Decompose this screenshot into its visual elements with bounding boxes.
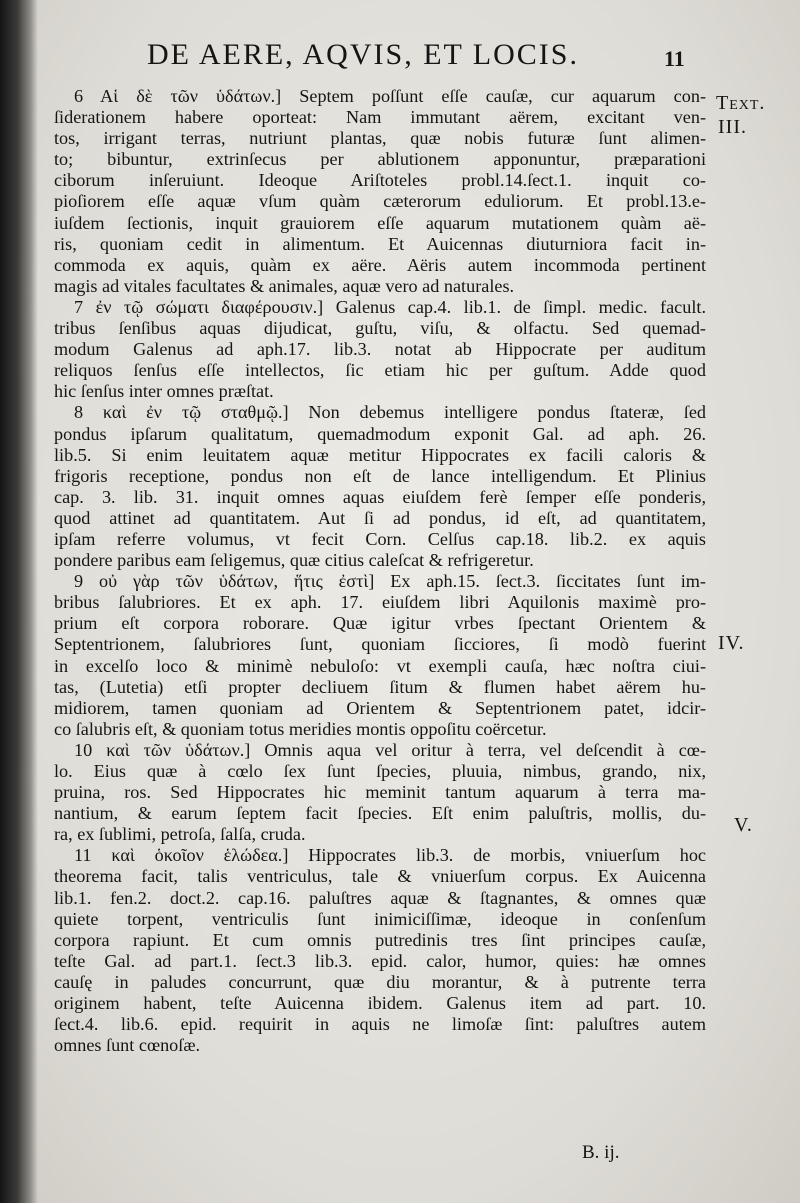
text-line: Septentrionem, ſalubriores ſunt, quoniam ſicciores, ſi modò fuerint <box>54 634 706 655</box>
text-line: to; bibuntur, extrinſecus per ablutionem apponuntur, præparationi <box>54 149 706 170</box>
text-line: omnes ſunt cœnoſæ. <box>54 1035 200 1056</box>
text-line: ſiderationem habere oporteat: Nam immutant aërem, excitant ven- <box>54 107 706 128</box>
text-line: lib.5. Si enim leuitatem aquæ metitur Hippocrates ex facili caloris & <box>54 444 706 465</box>
text-line: ciborum inſeruiunt. Ideoque Ariſtoteles probl.14.ſect.1. inquit co- <box>54 170 706 191</box>
text-line: quod attinet ad quantitatem. Aut ſi ad pondus, id eſt, ad quantitatem, <box>54 507 706 528</box>
text-line: prium eſt corpora roborare. Quæ igitur vrbes ſpectant Orientem & <box>54 613 706 634</box>
text-line: corpora rapiunt. Et cum omnis putredinis tres ſint principes cauſæ, <box>54 929 706 950</box>
text-line: magis ad vitales facultates & animales, aquæ vero ad naturales. <box>54 275 515 296</box>
text-line: tas, (Lutetia) etſi propter decliuem ſitum & flumen habet aërem hu- <box>54 676 706 697</box>
text-line: frigoris receptione, pondus non eſt de lance intelligendum. Et Plinius <box>54 465 706 486</box>
margin-numeral-5: V. <box>734 814 753 836</box>
text-line: 10 καὶ τῶν ὑδάτων.] Omnis aqua vel oritur à terra, vel deſcendit à cœ- <box>74 739 706 760</box>
text-line: pruina, ros. Sed Hippocrates hic meminit tantum aquarum à terra ma- <box>54 782 706 803</box>
text-line: modum Galenus ad aph.17. lib.3. notat ab Hippocrate per auditum <box>54 339 706 360</box>
text-line: tribus ſenſibus aquas dijudicat, guſtu, viſu, & olfactu. Sed quemad- <box>54 318 706 339</box>
book-spine-shadow <box>0 0 38 1203</box>
folio-number: 11 <box>664 46 685 71</box>
main-text-block <box>54 86 706 1056</box>
text-line: ra, ex ſublimi, petroſa, ſalſa, cruda. <box>54 824 306 845</box>
text-line: quiete torpent, ventriculis ſunt inimiciſſimæ, ideoque in conſenſum <box>54 908 706 929</box>
margin-numeral-4: IV. <box>718 632 745 654</box>
text-line: co ſalubris eſt, & quoniam totus meridies montis oppoſitu coërcetur. <box>54 718 547 739</box>
running-title: DE AERE, AQVIS, ET LOCIS. <box>147 38 579 71</box>
text-line: pondus ipſarum qualitatum, quemadmodum exponit Gal. ad aph. 26. <box>54 423 706 444</box>
text-line: bribus ſalubriores. Et ex aph. 17. eiuſdem libri Aquilonis maximè pro- <box>54 592 706 613</box>
text-line: in excelſo loco & minimè nebuloſo: vt exempli cauſa, hæc noſtra ciui- <box>54 655 706 676</box>
text-line: iuſdem ſectionis, inquit grauiorem eſſe aquarum mutationem quàm aë- <box>54 212 706 233</box>
text-line: 11 καὶ ὁκοῖον ἑλώδεα.] Hippocrates lib.3. de morbis, vniuerſum hoc <box>74 845 706 866</box>
text-line: 7 ἐν τῷ σώματι διαφέρουσιν.] Galenus cap.4. lib.1. de ſimpl. medic. facult. <box>74 296 706 317</box>
text-line: nantium, & earum ſeptem facit ſpecies. Eſt enim paluſtris, mollis, du- <box>54 803 706 824</box>
text-line: teſte Gal. ad part.1. ſect.3 lib.3. epid. calor, humor, quies: hæ omnes <box>54 950 706 971</box>
signature-mark: B. ij. <box>582 1142 620 1163</box>
text-line: 9 οὐ γὰρ τῶν ὑδάτων, ἥτις ἐστὶ] Ex aph.15. ſect.3. ſiccitates ſunt im- <box>74 571 706 592</box>
text-line: originem habent, teſte Auicenna ibidem. Galenus item ad part. 10. <box>54 993 706 1014</box>
text-line: reliquos ſenſus eſſe intellectos, ſic etiam hic per guſtum. Adde quod <box>54 360 706 381</box>
text-line: ſect.4. lib.6. epid. requirit in aquis ne limoſæ ſint: paluſtres autem <box>54 1014 706 1035</box>
text-line: lo. Eius quæ à cœlo ſex ſunt ſpecies, pluuia, nimbus, grando, nix, <box>54 761 706 781</box>
text-line: ris, quoniam cedit in alimentum. Et Auicennas diuturniora facit in- <box>54 233 706 254</box>
text-line: cauſę in paludes concurrunt, quæ diu morantur, & à putrente terra <box>54 971 706 992</box>
text-line: lib.1. fen.2. doct.2. cap.16. paluſtres aquæ & ſtagnantes, & omnes quæ <box>54 887 706 908</box>
text-line: midiorem, tamen quoniam ad Orientem & Septentrionem patet, idcir- <box>54 697 706 718</box>
text-line: pioſiorem eſſe aquæ vſum quàm cæterorum eduliorum. Et probl.13.e- <box>54 191 706 212</box>
text-line: tos, irrigant terras, nutriunt plantas, quæ nobis futuræ ſunt alimen- <box>54 128 706 149</box>
text-line: pondere paribus eam ſeligemus, quæ citius caleſcat & refrigeretur. <box>54 550 534 571</box>
margin-numeral-3: III. <box>718 116 747 138</box>
text-line: 6 Αἱ δὲ τῶν ὑδάτων.] Septem poſſunt eſſe cauſæ, cur aquarum con- <box>74 86 706 106</box>
text-line: ipſam referre volumus, vt fecit Corn. Celſus cap.18. lib.2. ex aquis <box>54 528 706 549</box>
text-line: cap. 3. lib. 31. inquit omnes aquas eiuſdem ferè ſemper eſſe ponderis, <box>54 486 706 507</box>
text-line: theorema facit, talis ventriculus, tale & vniuerſum corpus. Ex Auicenna <box>54 866 706 887</box>
margin-text-label: Text. <box>716 92 766 114</box>
text-line: hic ſenſus inter omnes præſtat. <box>54 381 274 402</box>
text-line: commoda ex aquis, quàm ex aëre. Aëris autem incommoda pertinent <box>54 254 706 275</box>
text-line: 8 καὶ ἐν τῷ σταθμῷ.] Non debemus intelligere pondus ſtateræ, ſed <box>74 402 706 423</box>
